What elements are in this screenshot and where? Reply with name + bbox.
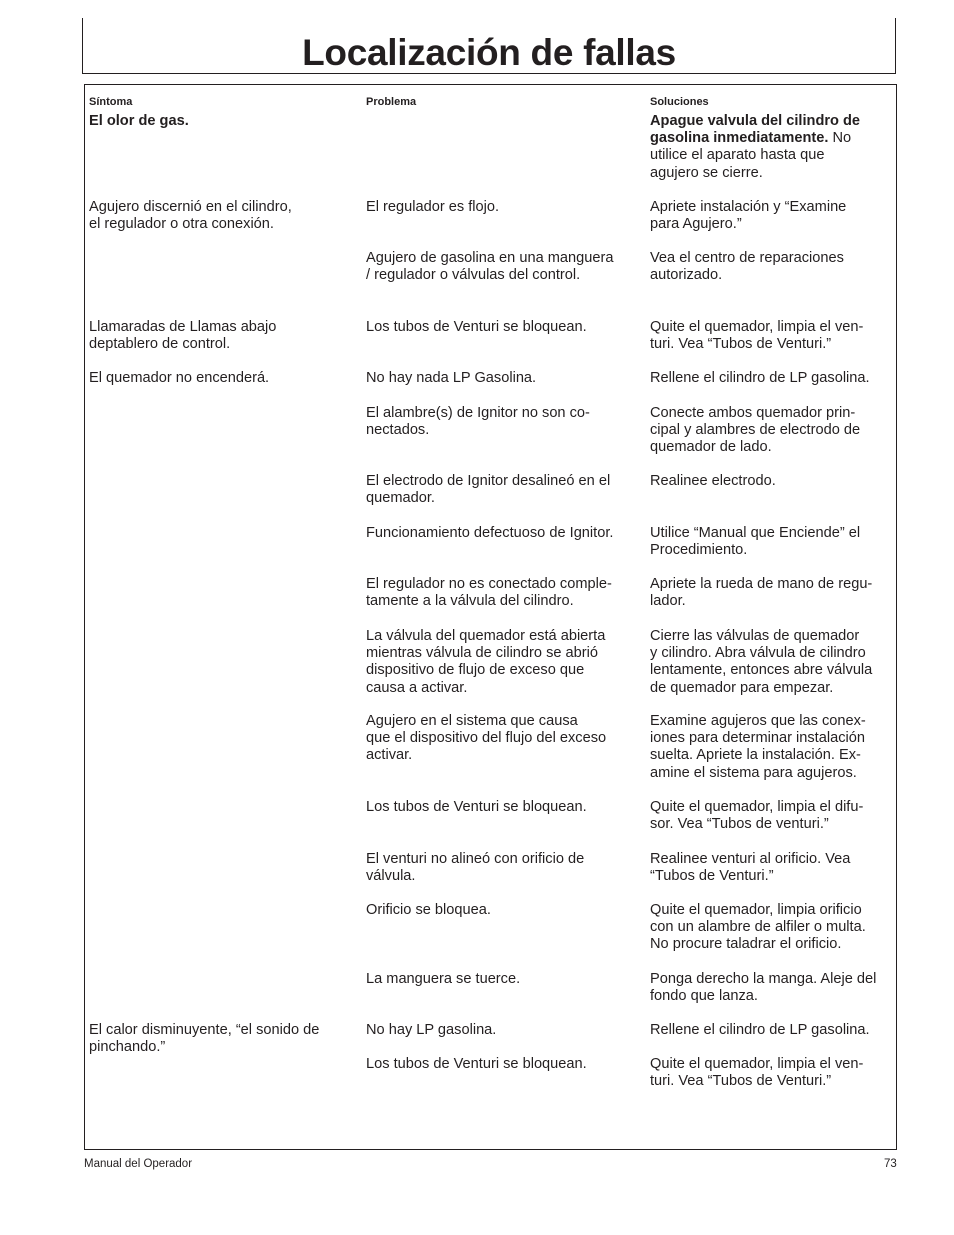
table-row-symptom: El olor de gas.: [89, 113, 189, 129]
table-row-problem: La manguera se tuerce.: [366, 971, 521, 987]
table-row-symptom: Llamaradas de Llamas abajo deptablero de control.: [89, 319, 277, 353]
table-row-problem: El regulador no es conectado comple- tamente a la válvula del cilindro.: [366, 576, 612, 610]
header-symptom: Síntoma: [89, 96, 133, 108]
table-row-solution: Cierre las válvulas de quemador y cilindro. Abra válvula de cilindro lentamente, entonces abre válvula de quemador para empezar.: [650, 628, 873, 696]
table-row-problem: El alambre(s) de Ignitor no son co- nectados.: [366, 405, 590, 439]
title-frame: [82, 18, 896, 74]
table-row-solution: Vea el centro de reparaciones autorizado.: [650, 250, 844, 284]
table-row-problem: Los tubos de Venturi se bloquean.: [366, 1056, 587, 1072]
footer-page-number: 73: [884, 1158, 897, 1170]
table-row-solution: Apague valvula del cilindro de gasolina inmediatamente. No utilice el aparato hasta que agujero se cierre.: [650, 113, 861, 181]
table-row-symptom: Agujero discernió en el cilindro, el regulador o otra conexión.: [89, 199, 292, 233]
table-row-solution: Realinee venturi al orificio. Vea “Tubos de Venturi.”: [650, 851, 851, 885]
header-problem: Problema: [366, 96, 417, 108]
table-row-problem: No hay LP gasolina.: [366, 1022, 497, 1038]
table-row-problem: Funcionamiento defectuoso de Ignitor.: [366, 525, 614, 541]
table-row-problem: Orificio se bloquea.: [366, 902, 491, 918]
table-row-problem: La válvula del quemador está abierta mientras válvula de cilindro se abrió dispositivo de flujo de exceso que causa a activar.: [366, 628, 606, 696]
table-row-solution: Rellene el cilindro de LP gasolina.: [650, 1022, 870, 1038]
table-row-solution: Realinee electrodo.: [650, 473, 776, 489]
table-row-solution: Examine agujeros que las conex- iones para determinar instalación suelta. Apriete la instalación. Ex- amine el sistema para agujeros.: [650, 713, 866, 781]
table-row-solution: Conecte ambos quemador prin- cipal y alambres de electrodo de quemador de lado.: [650, 405, 861, 456]
table-row-problem: Los tubos de Venturi se bloquean.: [366, 799, 587, 815]
table-row-problem: El electrodo de Ignitor desalineó en el quemador.: [366, 473, 611, 507]
table-row-solution: Ponga derecho la manga. Aleje del fondo que lanza.: [650, 971, 877, 1005]
table-row-problem: No hay nada LP Gasolina.: [366, 370, 537, 386]
table-row-solution: Quite el quemador, limpia orificio con un alambre de alfiler o multa. No procure taladrar el orificio.: [650, 902, 866, 953]
table-row-solution: Apriete instalación y “Examine para Agujero.”: [650, 199, 847, 233]
table-row-problem: El regulador es flojo.: [366, 199, 500, 215]
table-row-problem: Los tubos de Venturi se bloquean.: [366, 319, 587, 335]
footer-manual-name: Manual del Operador: [84, 1158, 193, 1170]
page-title: Localización de fallas: [302, 32, 676, 73]
table-row-problem: Agujero en el sistema que causa que el dispositivo del flujo del exceso activar.: [366, 713, 607, 764]
table-row-solution: Apriete la rueda de mano de regu- lador.: [650, 576, 873, 610]
table-row-solution: Quite el quemador, limpia el ven- turi. Vea “Tubos de Venturi.”: [650, 1056, 864, 1090]
table-row-solution: Utilice “Manual que Enciende” el Procedimiento.: [650, 525, 861, 559]
header-solutions: Soluciones: [650, 96, 709, 108]
table-row-solution: Quite el quemador, limpia el difu- sor. Vea “Tubos de venturi.”: [650, 799, 864, 833]
table-row-solution: Rellene el cilindro de LP gasolina.: [650, 370, 870, 386]
table-row-problem: El venturi no alineó con orificio de válvula.: [366, 851, 585, 885]
table-row-solution: Quite el quemador, limpia el ven- turi. Vea “Tubos de Venturi.”: [650, 319, 864, 353]
table-row-problem: Agujero de gasolina en una manguera / regulador o válvulas del control.: [366, 250, 614, 284]
table-row-symptom: El quemador no encenderá.: [89, 370, 270, 386]
table-row-symptom: El calor disminuyente, “el sonido de pinchando.”: [89, 1022, 320, 1056]
